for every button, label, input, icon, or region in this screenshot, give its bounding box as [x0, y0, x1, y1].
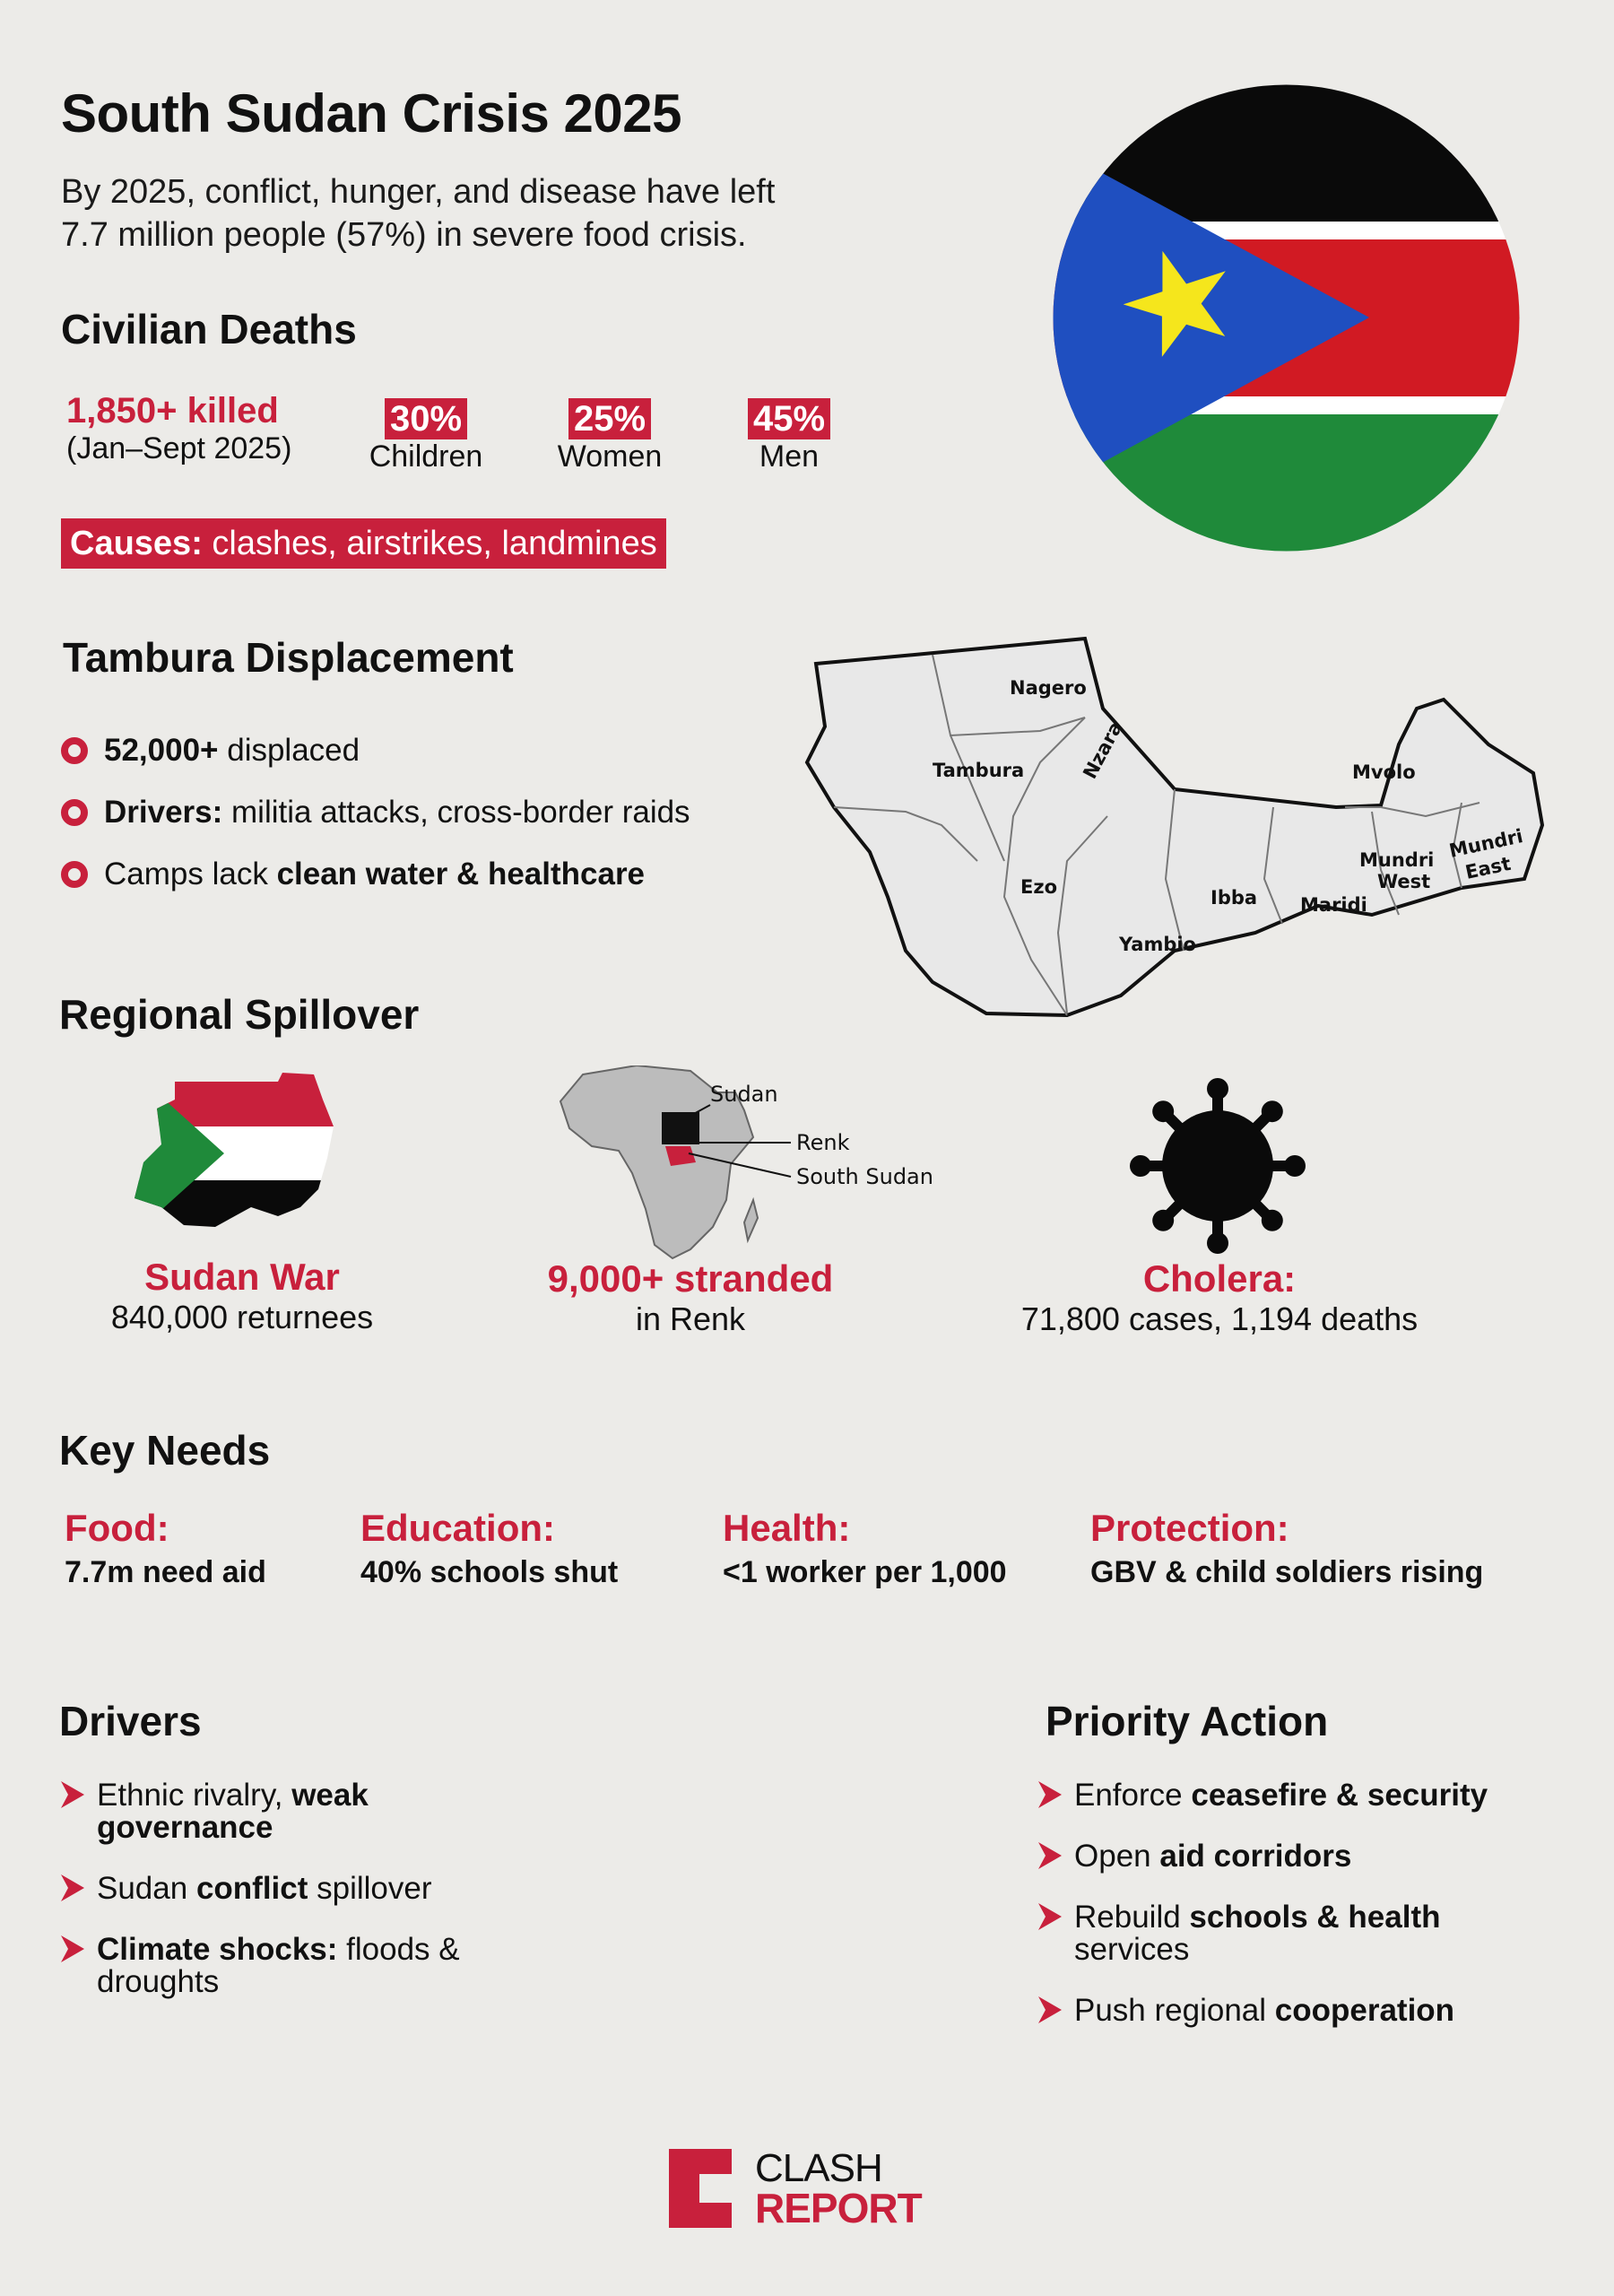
causes-text: clashes, airstrikes, landmines: [202, 525, 657, 562]
need-food: Food: 7.7m need aid: [65, 1507, 266, 1589]
priority-heading: Priority Action: [1046, 1698, 1329, 1744]
page-subtitle: [61, 170, 775, 257]
arrow-bullet-icon: [1038, 1781, 1062, 1808]
cholera-virus-icon: [1128, 1076, 1307, 1256]
map-label-ibba: Ibba: [1210, 887, 1258, 909]
priority-item-1: Enforce ceasefire & security: [1038, 1779, 1540, 1812]
sudan-war-text: 840,000 returnees: [110, 1299, 374, 1335]
subtitle-line-2: 7.7 million people (57%) in severe food crisis.: [61, 216, 747, 254]
map-label-mvolo: Mvolo: [1352, 761, 1416, 783]
driver-item-2: Sudan conflict spillover: [61, 1873, 527, 1905]
africa-label-south-sudan: South Sudan: [796, 1164, 933, 1189]
civilian-deaths-heading: Civilian Deaths: [61, 306, 357, 352]
killed-stat: [66, 391, 291, 466]
men-stat: [717, 398, 861, 474]
men-pct: 45%: [748, 398, 830, 439]
map-label-yambio: Yambio: [1119, 934, 1196, 955]
children-stat: [354, 398, 498, 474]
women-stat: [538, 398, 681, 474]
arrow-bullet-icon: [61, 1781, 84, 1808]
priority-item-3: Rebuild schools & health services: [1038, 1901, 1540, 1966]
map-label-east: East: [1463, 852, 1513, 883]
arrow-bullet-icon: [61, 1935, 84, 1962]
key-needs-heading: Key Needs: [59, 1427, 271, 1474]
need-protection: Protection: GBV & child soldiers rising: [1090, 1507, 1484, 1589]
driver-item-1: Ethnic rivalry, weak governance: [61, 1779, 527, 1844]
map-label-mundri-1: Mundri: [1359, 849, 1435, 871]
cholera-text: 71,800 cases, 1,194 deaths: [1020, 1300, 1419, 1337]
clash-report-logo: [669, 2146, 922, 2231]
map-label-nzara: Nzara: [1079, 718, 1127, 783]
map-label-west: West: [1377, 871, 1431, 892]
logo-text-report: REPORT: [755, 2185, 922, 2231]
spillover-renk: [502, 1257, 879, 1338]
map-label-mundri-2: Mundri: [1447, 825, 1525, 862]
men-label: Men: [759, 439, 820, 474]
africa-map-icon: [556, 1065, 959, 1263]
priority-list: [1038, 1779, 1540, 2027]
map-label-nagero: Nagero: [1010, 677, 1087, 699]
ring-bullet-icon: [61, 737, 88, 764]
causes-label: Causes:: [70, 525, 203, 562]
arrow-bullet-icon: [1038, 1903, 1062, 1930]
logo-wordmark: [755, 2146, 922, 2231]
logo-text-clash: CLASH: [755, 2146, 882, 2190]
spillover-cholera: [968, 1257, 1471, 1338]
need-health: Health: <1 worker per 1,000: [723, 1507, 1007, 1589]
map-outline: [807, 639, 1542, 1015]
madagascar-shape: [744, 1200, 758, 1240]
spillover-heading: Regional Spillover: [59, 991, 420, 1038]
tambura-bullet-2: Drivers: militia attacks, cross-border raids: [61, 794, 690, 831]
drivers-list: [61, 1779, 527, 1998]
killed-period: (Jan–Sept 2025): [66, 431, 292, 465]
drivers-heading: Drivers: [59, 1698, 202, 1744]
renk-text: in Renk: [635, 1300, 746, 1337]
arrow-bullet-icon: [1038, 1996, 1062, 2023]
tambura-heading: Tambura Displacement: [63, 634, 514, 681]
western-equatoria-map: [798, 628, 1551, 1031]
priority-item-2: Open aid corridors: [1038, 1840, 1540, 1873]
south-sudan-flag-icon: [1051, 83, 1522, 553]
need-education: Education: 40% schools shut: [360, 1507, 619, 1589]
sudan-flag-map-icon: [134, 1073, 336, 1234]
children-label: Children: [369, 439, 483, 474]
renk-title: 9,000+ stranded: [547, 1257, 834, 1300]
map-label-maridi: Maridi: [1300, 894, 1367, 916]
africa-label-renk: Renk: [796, 1130, 850, 1155]
driver-item-3: Climate shocks: floods & droughts: [61, 1934, 527, 1998]
africa-label-sudan: Sudan: [710, 1082, 778, 1107]
clash-report-logo-icon: [669, 2149, 748, 2228]
tambura-bullets: [61, 732, 690, 893]
map-label-ezo: Ezo: [1020, 876, 1057, 898]
priority-item-4: Push regional cooperation: [1038, 1995, 1540, 2027]
killed-count: 1,850+ killed: [66, 391, 279, 430]
subtitle-line-1: By 2025, conflict, hunger, and disease have left: [61, 173, 776, 211]
children-pct: 30%: [385, 398, 467, 439]
tambura-bullet-3: Camps lack clean water & healthcare: [61, 856, 690, 893]
sudan-shape: [662, 1112, 699, 1144]
spillover-sudan-war: [54, 1256, 430, 1336]
page-title: South Sudan Crisis 2025: [61, 83, 682, 144]
ring-bullet-icon: [61, 861, 88, 888]
ring-bullet-icon: [61, 799, 88, 826]
arrow-bullet-icon: [1038, 1842, 1062, 1869]
tambura-bullet-1: 52,000+ displaced: [61, 732, 690, 770]
causes-banner: [61, 518, 666, 569]
arrow-bullet-icon: [61, 1874, 84, 1901]
cholera-title: Cholera:: [1142, 1257, 1297, 1300]
sudan-war-title: Sudan War: [144, 1256, 340, 1298]
women-label: Women: [557, 439, 663, 474]
women-pct: 25%: [568, 398, 651, 439]
map-label-tambura: Tambura: [933, 760, 1025, 781]
